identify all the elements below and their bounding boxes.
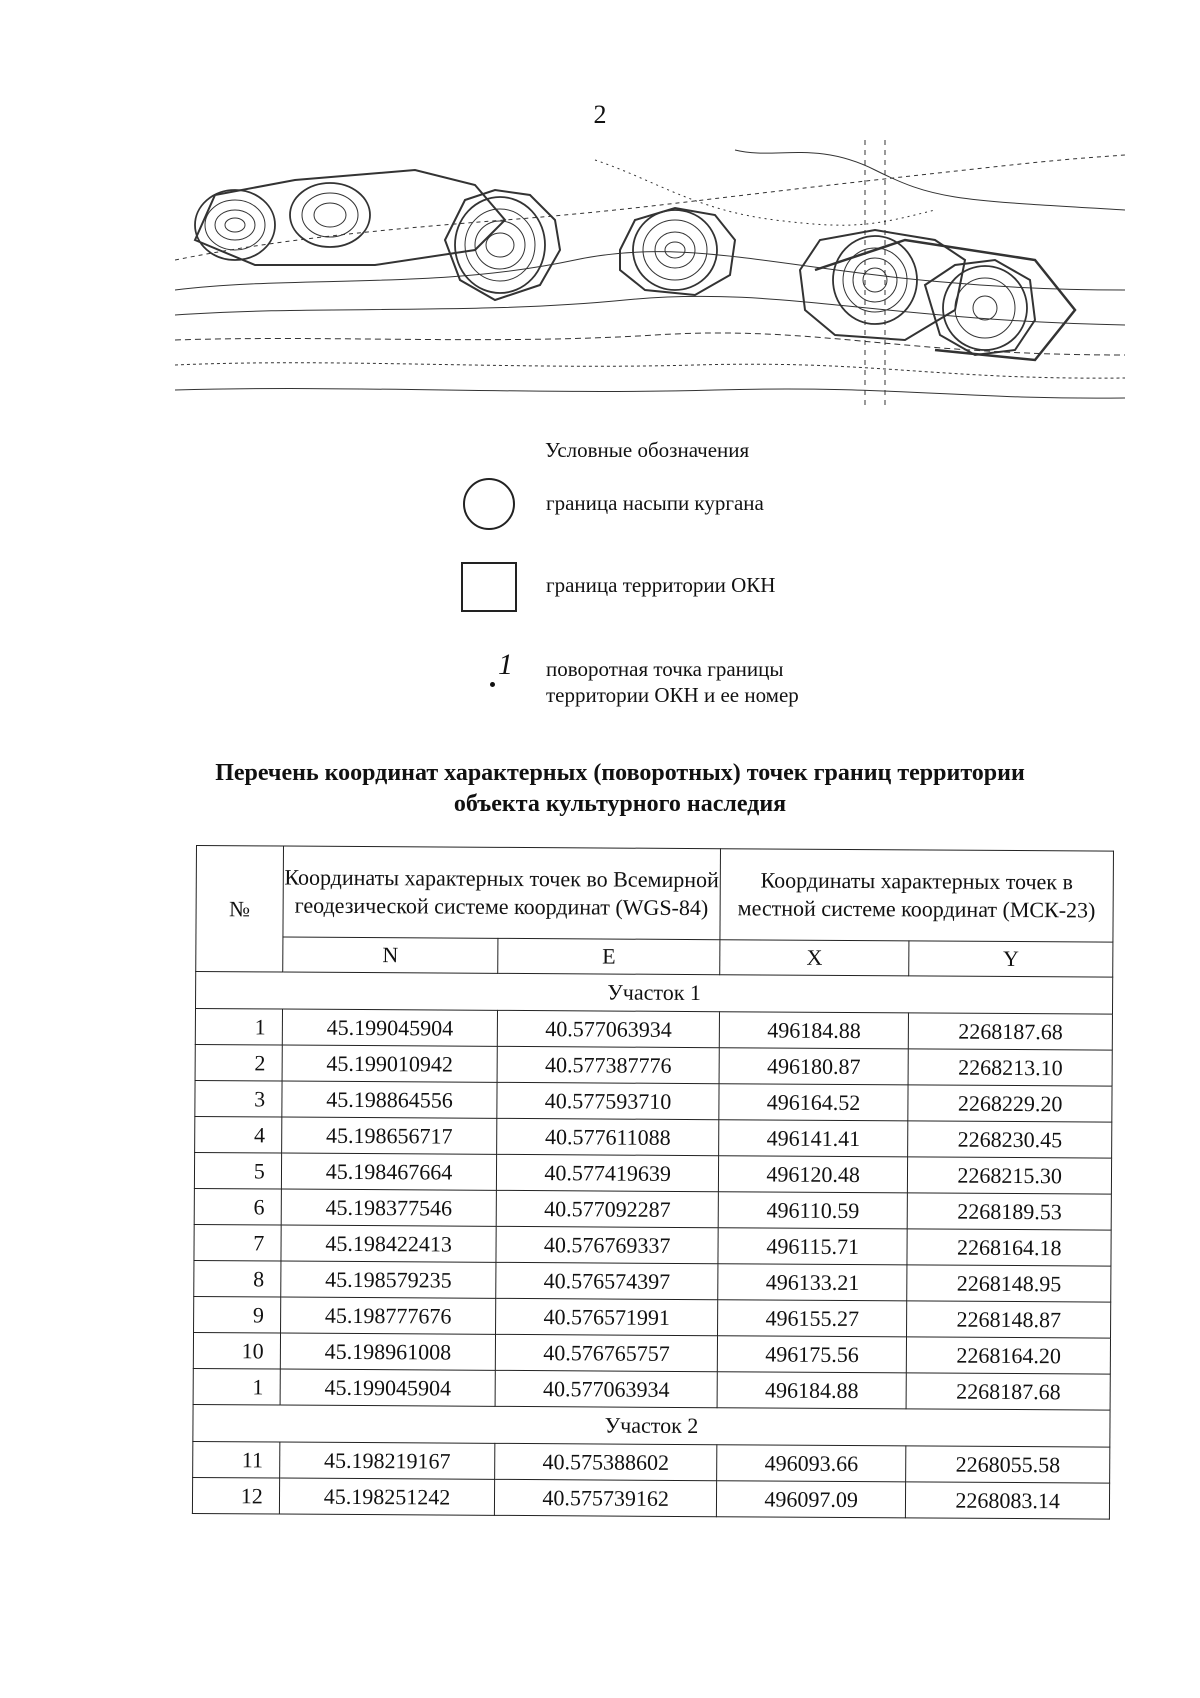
cell-y: 2268083.14: [906, 1482, 1110, 1519]
cell-num: 6: [194, 1188, 281, 1225]
cell-y: 2268148.87: [907, 1301, 1111, 1338]
cell-num: 8: [194, 1260, 281, 1297]
cell-num: 12: [192, 1477, 279, 1514]
circle-icon: [463, 478, 515, 530]
header-n: N: [282, 937, 498, 973]
cell-e: 40.575739162: [495, 1479, 717, 1516]
header-x: X: [720, 940, 910, 976]
cell-n: 45.198251242: [279, 1478, 495, 1515]
table-row: [193, 1332, 1110, 1374]
cell-n: 45.199010942: [282, 1045, 498, 1082]
cell-y: 2268215.30: [908, 1157, 1112, 1194]
header-number: №: [196, 846, 284, 973]
cell-y: 2268164.18: [907, 1229, 1111, 1266]
cell-n: 45.198579235: [281, 1261, 497, 1298]
cell-y: 2268148.95: [907, 1265, 1111, 1302]
cell-e: 40.577063934: [495, 1370, 717, 1407]
cell-num: 1: [195, 1009, 282, 1046]
cell-num: 4: [195, 1116, 282, 1153]
cell-num: 5: [194, 1152, 281, 1189]
cell-x: 496133.21: [718, 1264, 908, 1301]
cell-n: 45.199045904: [280, 1369, 496, 1406]
cell-e: 40.576765757: [496, 1334, 718, 1371]
page-number: 2: [593, 100, 607, 129]
cell-x: 496110.59: [718, 1192, 908, 1229]
cell-e: 40.577419639: [497, 1154, 719, 1191]
section-row: [196, 972, 1113, 1015]
legend-label-territory: граница территории ОКН: [546, 573, 776, 597]
header-e: E: [498, 938, 720, 974]
table-row: [195, 1080, 1112, 1122]
legend-title: Условные обозначения: [545, 438, 750, 462]
section-title: Участок 1: [196, 972, 1113, 1015]
legend-label-point: [546, 656, 799, 708]
cell-e: 40.577092287: [497, 1190, 719, 1227]
cell-n: 45.199045904: [282, 1009, 498, 1046]
cell-e: 40.577387776: [497, 1046, 719, 1083]
cell-n: 45.198961008: [280, 1333, 496, 1370]
cell-y: 2268189.53: [908, 1193, 1112, 1230]
cell-n: 45.198377546: [281, 1189, 497, 1226]
legend-item-mound: [460, 478, 1020, 538]
cell-y: 2268055.58: [906, 1446, 1110, 1483]
coordinates-list-title: [140, 758, 1100, 820]
cell-e: 40.575388602: [495, 1443, 717, 1480]
section-title: Участок 2: [193, 1404, 1110, 1447]
square-icon: [461, 562, 517, 612]
list-title-line1: Перечень координат характерных (поворотных) точек границ территории: [215, 760, 1025, 786]
cell-n: 45.198219167: [279, 1442, 495, 1479]
cell-y: 2268229.20: [908, 1085, 1112, 1122]
cell-x: 496155.27: [717, 1300, 907, 1337]
header-wgs: Координаты характерных точек во Всемирной геодезической системе координат (WGS-84): [283, 846, 721, 940]
table-row: [195, 1044, 1112, 1086]
cell-y: 2268187.68: [909, 1013, 1113, 1050]
table-row: [194, 1296, 1111, 1338]
cell-x: 496093.66: [717, 1445, 907, 1482]
table-row: [193, 1368, 1110, 1410]
cell-num: 7: [194, 1224, 281, 1261]
cell-x: 496180.87: [719, 1048, 909, 1085]
cell-x: 496097.09: [716, 1481, 906, 1518]
cell-e: 40.576571991: [496, 1298, 718, 1335]
table-row: [194, 1152, 1111, 1194]
cell-x: 496175.56: [717, 1336, 907, 1373]
cell-num: 2: [195, 1044, 282, 1081]
section-row: [193, 1404, 1110, 1447]
table-body: [192, 972, 1112, 1520]
legend-point-number: 1: [498, 648, 513, 681]
header-y: Y: [909, 941, 1113, 977]
cell-x: 496184.88: [717, 1372, 907, 1409]
cell-x: 496184.88: [719, 1012, 909, 1049]
table-row: [192, 1477, 1109, 1519]
point-icon: [490, 682, 495, 687]
cell-x: 496164.52: [719, 1084, 909, 1121]
cell-y: 2268213.10: [908, 1049, 1112, 1086]
table-row: [194, 1188, 1111, 1230]
legend-item-point: [460, 648, 1020, 708]
header-msk: Координаты характерных точек в местной системе координат (МСК-23): [720, 849, 1114, 942]
cell-x: 496115.71: [718, 1228, 908, 1265]
cell-y: 2268164.20: [907, 1337, 1111, 1374]
cell-num: 9: [194, 1296, 281, 1333]
table-row: [195, 1009, 1112, 1051]
table-row: [195, 1116, 1112, 1158]
cell-x: 496120.48: [718, 1156, 908, 1193]
legend-label-point-line2: территории ОКН и ее номер: [546, 683, 799, 707]
cell-e: 40.577063934: [498, 1010, 720, 1047]
cell-n: 45.198864556: [282, 1081, 498, 1118]
cell-e: 40.576574397: [496, 1262, 718, 1299]
list-title-line2: объекта культурного наследия: [453, 791, 787, 817]
legend-item-territory: [460, 562, 1020, 622]
cell-num: 1: [193, 1368, 280, 1405]
cell-e: 40.577593710: [497, 1082, 719, 1119]
table-row: [194, 1224, 1111, 1266]
coordinates-table: [192, 845, 1114, 1520]
cell-num: 11: [193, 1441, 280, 1478]
cell-n: 45.198777676: [280, 1297, 496, 1334]
table-row: [193, 1441, 1110, 1483]
cell-e: 40.576769337: [496, 1226, 718, 1263]
cell-y: 2268230.45: [908, 1121, 1112, 1158]
topographic-map: [175, 140, 1125, 405]
cell-e: 40.577611088: [497, 1118, 719, 1155]
cell-num: 10: [193, 1332, 280, 1369]
cell-n: 45.198467664: [281, 1153, 497, 1190]
legend-label-point-line1: поворотная точка границы: [546, 657, 784, 681]
cell-n: 45.198422413: [281, 1225, 497, 1262]
legend-label-mound: граница насыпи кургана: [546, 491, 764, 515]
table-row: [194, 1260, 1111, 1302]
cell-x: 496141.41: [719, 1120, 909, 1157]
cell-y: 2268187.68: [907, 1373, 1111, 1410]
cell-num: 3: [195, 1080, 282, 1117]
cell-n: 45.198656717: [281, 1117, 497, 1154]
